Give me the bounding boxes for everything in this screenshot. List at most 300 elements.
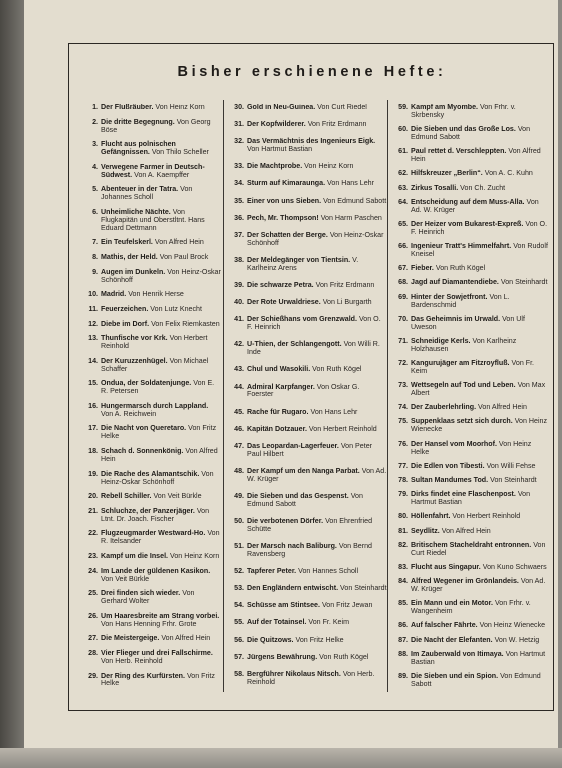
issue-number: 49. [234,491,244,500]
issue-author: Von A. Kaempffer [134,170,190,179]
issue-number: 14. [88,356,98,365]
issue-title: Ingenieur Tratt's Himmelfahrt. [411,242,512,251]
issue-author: Von Hartmut Bastian [411,649,546,666]
issue-number: 58. [234,669,244,678]
issue-title: Einer von uns Sieben. [247,196,322,205]
issue-author: Von Henrik Herse [128,290,184,299]
issue-number: 11. [88,304,98,313]
list-item [227,568,387,576]
issue-author: Von Ad. W. Krüger [411,197,539,214]
list-item [227,299,387,307]
issue-author: Von Ehrenfried Schütte [247,516,373,533]
issue-title: Das Geheimnis im Urwald. [411,314,501,323]
issue-number: 87. [398,635,408,644]
list-item [227,543,387,559]
issue-author: Von Karlheinz Holzhausen [411,336,517,353]
issue-title: Die Nacht der Elefanten. [411,635,493,644]
issue-number: 15. [88,379,98,388]
list-item [81,590,221,606]
issue-author: Von Hans Henning Frhr. Grote [101,619,197,628]
issue-title: Drei finden sich wieder. [101,589,181,598]
issue-author: Von Fr. Keim [308,618,349,627]
issue-title: Entscheidung auf dem Muss-Alla. [411,197,525,206]
issue-title: Die Edlen von Tibesti. [411,461,485,470]
list-item [227,585,387,593]
issue-author: Von Johannes Scholl [101,185,193,202]
issue-author: Von Hans Lehr [310,407,358,416]
issue-number: 89. [398,671,408,680]
issue-number: 85. [398,599,408,608]
issue-number: 10. [88,290,98,299]
issue-number: 34. [234,179,244,188]
issue-title: Britischem Stacheldraht entronnen. [411,540,532,549]
list-item [391,221,549,237]
issue-author: Von Alfred Hein [101,447,218,463]
issue-author: Von R. Itelsander [101,529,220,546]
issue-title: Die Meistergeige. [101,634,160,643]
list-item [391,265,549,273]
issue-author: Von Fr. Keim [411,359,535,375]
issue-title: Die verbotenen Dörfer. [247,516,324,525]
list-item [391,360,549,376]
issue-author: Von Alfred Hein [161,634,211,643]
issue-number: 65. [398,219,408,228]
list-item [81,635,221,643]
book-back-cover [24,0,558,748]
issue-number: 75. [398,417,408,426]
list-item [81,403,221,419]
list-item [227,366,387,374]
list-item [227,104,387,112]
issue-number: 24. [88,566,98,575]
list-item [227,180,387,188]
issue-title: Zirkus Tosalli. [411,183,459,192]
issue-author: Von Ruth Kögel [319,652,369,661]
issue-number: 31. [234,120,244,129]
issue-title: Kampf am Myombe. [411,104,479,111]
issue-title: Sturm auf Kimaraunga. [247,179,326,188]
issue-title: Die Sieben und ein Spion. [411,671,499,680]
list-item [391,170,549,178]
issue-number: 21. [88,506,98,515]
issue-number: 64. [398,197,408,206]
issue-author: Von Steinhardt [490,475,537,484]
list-item [227,341,387,357]
issue-title: Bergführer Nikolaus Nitsch. [247,669,341,678]
list-item [391,578,549,594]
issue-number: 84. [398,577,408,586]
list-item [81,335,221,351]
issue-title: Das Leopardan-Lagerfeuer. [247,441,339,450]
list-item [227,257,387,273]
issue-author: Von E. R. Petersen [101,379,215,396]
list-item [81,553,221,561]
issue-number: 79. [398,490,408,499]
issue-title: Alfred Wegener im Grönlandeis. [411,577,519,586]
issue-number: 70. [398,314,408,323]
issue-number: 4. [92,162,98,171]
list-item [81,380,221,396]
issue-author: Von Hannes Scholl [298,567,359,576]
issue-column-2 [227,104,387,700]
issue-number: 33. [234,162,244,171]
issue-number: 68. [398,278,408,287]
issue-column-3 [391,104,549,700]
issue-author: Von Fritz Jewan [321,601,373,610]
issue-number: 12. [88,319,98,328]
issue-author: Von Ltnt. Dr. Joach. Fischer [101,506,210,523]
issue-title: Der Rote Urwaldriese. [247,298,321,307]
issue-title: Auf der Totainsel. [247,618,307,627]
issue-title: Tapferer Peter. [247,567,297,576]
issue-number: 8. [92,253,98,262]
issue-author: Von Edmund Sabott [323,196,387,205]
issue-title: Die Nacht von Queretaro. [101,424,187,433]
issue-title: Hilfskreuzer „Berlin“. [411,169,483,178]
issue-author: Von Michael Schaffer [101,356,209,373]
issue-title: Jagd auf Diamantendiebe. [411,278,499,287]
issue-number: 1. [92,104,98,111]
issue-title: Madrid. [101,290,127,299]
issue-author: Von Frhr. v. Wangenheim [411,599,531,616]
issue-author: Von Heinz Korn [170,551,220,560]
issue-title: Im Lande der güldenen Kasikon. [101,566,211,575]
issue-author: Von Hans Lehr [327,179,374,188]
issue-author: Von Heinz Korn [155,104,205,111]
issue-number: 22. [88,529,98,538]
issue-number: 72. [398,359,408,367]
issue-author: Von Curt Riedel [317,104,367,111]
issue-number: 41. [234,315,244,324]
issue-number: 13. [88,334,98,343]
issue-author: Von Lutz Knecht [150,304,202,313]
list-item [81,613,221,629]
list-item [81,239,221,247]
issue-title: Chul und Wasokili. [247,365,311,374]
list-item [391,477,549,485]
issue-author: Von Georg Böse [101,117,211,134]
list-item [227,671,387,687]
issue-title: Die Quitzows. [247,635,294,644]
list-item [81,673,221,689]
issue-author: Von Herbert Reinhold [452,512,521,521]
issue-title: Sultan Mandumes Tod. [411,475,489,484]
issue-author: Von Ad. W. Krüger [411,577,546,593]
issue-number: 78. [398,475,408,484]
issue-number: 29. [88,671,98,680]
list-item [227,637,387,645]
issue-author: Von Herb. Reinhold [101,656,163,665]
list-item [227,426,387,434]
list-item [227,518,387,534]
issue-number: 66. [398,242,408,251]
issue-author: Von Paul Brock [159,253,209,262]
issue-number: 88. [398,649,408,658]
issue-author: Von Steinhardt [340,584,387,593]
list-item [81,306,221,314]
list-item [391,513,549,521]
issue-author: Von Alfred Hein [154,238,204,247]
list-item [391,600,549,616]
issue-number: 46. [234,424,244,433]
list-item [391,441,549,457]
list-item [81,358,221,374]
issue-title: Rebell Schiller. [101,492,152,501]
issue-number: 30. [234,104,244,111]
issue-author: Von Curt Riedel [411,540,546,557]
list-item [227,409,387,417]
issue-author: Von W. Hetzig [494,635,540,644]
issue-author: Von Veit Bürkle [153,492,202,501]
issue-author: Von Ad. W. Krüger [247,466,387,483]
issue-author: Von Li Burgarth [322,298,372,307]
issue-number: 25. [88,589,98,598]
issue-author: Von Heinz Helke [411,439,532,456]
issue-number: 44. [234,382,244,391]
issue-number: 18. [88,447,98,456]
issue-author: Von O. F. Heinrich [411,219,548,236]
issue-title: Der Schießhans vom Grenzwald. [247,315,357,324]
issue-number: 19. [88,469,98,478]
list-item [391,279,549,287]
issue-author: Von Fritz Erdmann [307,120,367,129]
list-item [81,291,221,299]
issue-author: Von Harm Paschen [320,213,382,222]
issue-title: Höllenfahrt. [411,512,451,521]
list-item [81,186,221,202]
list-item [227,443,387,459]
issue-title: Die schwarze Petra. [247,280,314,289]
table-surface [0,748,562,768]
issue-number: 16. [88,401,98,410]
column-divider [223,100,224,692]
issue-author: Von Ruth Kögel [435,264,486,273]
list-item [81,568,221,584]
list-item [391,126,549,142]
issue-title: Augen im Dunkeln. [101,267,166,276]
list-item [391,338,549,354]
issue-number: 5. [92,185,98,194]
issue-title: Der Marsch nach Baliburg. [247,542,337,551]
column-divider [387,100,388,692]
issue-number: 23. [88,551,98,560]
issue-author: Von Max Albert [411,381,546,398]
list-item [81,321,221,329]
issue-author: Von Gerhard Wolter [101,589,195,606]
issue-author: Von Alfred Hein [478,403,527,412]
issue-title: Ein Teufelskerl. [101,238,153,247]
issue-author: Von Edmund Sabott [411,671,541,688]
issue-number: 80. [398,512,408,521]
list-item [391,148,549,164]
issue-title: Der Kuruzzenhügel. [101,356,168,365]
list-frame [68,43,554,711]
issue-number: 42. [234,340,244,349]
issue-title: Schüsse am Stintsee. [247,601,320,610]
list-item [391,382,549,398]
issue-number: 50. [234,516,244,525]
issue-number: 69. [398,292,408,301]
issue-author: Von Heinz Wienecke [479,621,546,630]
issue-title: Diebe im Dorf. [101,319,150,328]
issue-title: Dirks findet eine Flaschenpost. [411,490,516,499]
list-item [227,654,387,662]
list-item [81,471,221,487]
issue-number: 62. [398,169,408,178]
issue-author: Von Herbert Reinhold [308,424,377,433]
list-item [227,384,387,400]
issue-title: Die dritte Begegnung. [101,117,175,126]
list-item [81,119,221,135]
issue-number: 59. [398,104,408,111]
list-item [227,232,387,248]
list-item [391,637,549,645]
list-item [391,564,549,572]
issue-number: 71. [398,336,408,345]
list-item [227,163,387,171]
issue-number: 45. [234,407,244,416]
issue-number: 51. [234,542,244,551]
issue-title: Die Machtprobe. [247,162,303,171]
issue-author: Von A. Reichwein [101,409,157,418]
issue-title: Hungermarsch durch Lappland. [101,401,209,410]
issue-number: 20. [88,492,98,501]
list-item [391,491,549,507]
issue-number: 3. [92,140,98,149]
issue-title: Um Haaresbreite am Strang vorbei. [101,611,220,620]
issue-number: 76. [398,439,408,448]
issue-title: Kapitän Dotzauer. [247,424,307,433]
issue-title: Den Engländern entwischt. [247,584,339,593]
issue-author: Von Heinz-Oskar Schönhoff [247,230,384,247]
issue-author: Von Herb. Reinhold [247,669,375,686]
issue-author: Von Alfred Hein [411,147,541,164]
list-item [227,316,387,332]
issue-number: 40. [234,298,244,307]
issue-column-1 [81,104,221,700]
issue-author: Von Flugkapitän und Oberstltnt. Hans Eduard Dettmann [101,207,205,232]
list-item [391,199,549,215]
issue-number: 73. [398,381,408,390]
list-item [81,141,221,157]
list-item [391,418,549,434]
issue-number: 57. [234,652,244,661]
issue-title: Im Zauberwald von Itimaya. [411,649,504,658]
issue-title: Abenteuer in der Tatra. [101,185,179,194]
issue-author: Von Edmund Sabott [411,125,531,142]
list-item [81,104,221,112]
issue-title: Der Schatten der Berge. [247,230,328,239]
issue-author: Von Herbert Reinhold [101,334,208,351]
issue-author: Von Oskar G. Foerster [247,382,360,399]
issue-number: 35. [234,196,244,205]
list-item [81,650,221,666]
issue-title: Der Kampf um den Nanga Parbat. [247,466,360,475]
issue-number: 74. [398,403,408,412]
list-item [391,542,549,558]
issue-author: Von Ruth Kögel [312,365,362,374]
list-item [227,468,387,484]
issue-number: 52. [234,567,244,576]
list-item [391,404,549,412]
issue-number: 2. [92,117,98,126]
issue-number: 32. [234,137,244,146]
issue-author: Von Thilo Scheller [151,148,209,157]
issue-number: 48. [234,466,244,475]
issue-title: Thunfische vor Krk. [101,334,168,343]
issue-title: Ein Mann und ein Motor. [411,599,493,608]
list-item [391,673,549,689]
issue-author: Von Hartmut Bastian [411,490,531,507]
issue-title: Admiral Karpfanger. [247,382,315,391]
issue-number: 47. [234,441,244,450]
issue-title: Gold in Neu-Guinea. [247,104,316,111]
issue-number: 83. [398,562,408,571]
list-item [227,282,387,290]
list-item [81,508,221,524]
list-item [391,294,549,310]
issue-number: 36. [234,213,244,222]
issue-author: Von Ulf Uweson [411,314,525,331]
issue-title: Der Meldegänger von Tientsin. [247,255,351,264]
issue-title: Schach d. Sonnenkönig. [101,447,184,456]
issue-number: 6. [92,207,98,216]
issue-title: Paul rettet d. Verschleppten. [411,147,507,156]
issue-title: Flucht aus polnischen Gefängnissen. [101,140,176,157]
issue-number: 37. [234,230,244,239]
list-item [81,425,221,441]
issue-title: Fieber. [411,264,434,273]
list-item [391,528,549,536]
list-item [81,448,221,464]
issue-title: Flugzeugmarder Westward-Ho. [101,529,206,538]
list-item [227,138,387,154]
issue-number: 39. [234,280,244,289]
list-item [81,254,221,262]
issue-title: Kampf um die Insel. [101,551,169,560]
issue-author: Von Veit Bürkle [101,574,150,583]
issue-author: Von Fritz Helke [101,424,217,441]
issue-author: Von Felix Riemkasten [151,319,220,328]
issue-title: Wettsegeln auf Tod und Leben. [411,381,516,390]
issue-number: 53. [234,584,244,593]
issue-author: Von Heinz-Oskar Schönhoff [101,469,214,486]
issue-title: Der Flußräuber. [101,104,154,111]
issue-author: Von Heinz-Oskar Schönhoff [101,267,221,284]
issue-title: Der Kopfwilderer. [247,120,306,129]
issue-number: 77. [398,461,408,470]
issue-author: Von Steinhardt [500,278,548,287]
issue-author: Von Bernd Ravensberg [247,542,373,558]
list-item [391,622,549,630]
list-item [227,602,387,610]
issue-number: 43. [234,365,244,374]
issue-title: Jürgens Bewährung. [247,652,318,661]
issue-title: Pech, Mr. Thompson! [247,213,319,222]
issue-number: 82. [398,540,408,549]
list-item [227,619,387,627]
issue-author: Von Fritz Erdmann [315,280,375,289]
issue-title: Der Heizer vom Bukarest-Expreß. [411,219,524,228]
issue-author: Von Alfred Hein [441,526,491,535]
list-item [227,215,387,223]
issue-title: Unheimliche Nächte. [101,207,171,216]
issue-number: 17. [88,424,98,433]
issue-title: Feuerzeichen. [101,304,149,313]
list-item [227,121,387,129]
issue-title: Die Sieben und das Große Los. [411,125,516,134]
list-item [81,269,221,285]
